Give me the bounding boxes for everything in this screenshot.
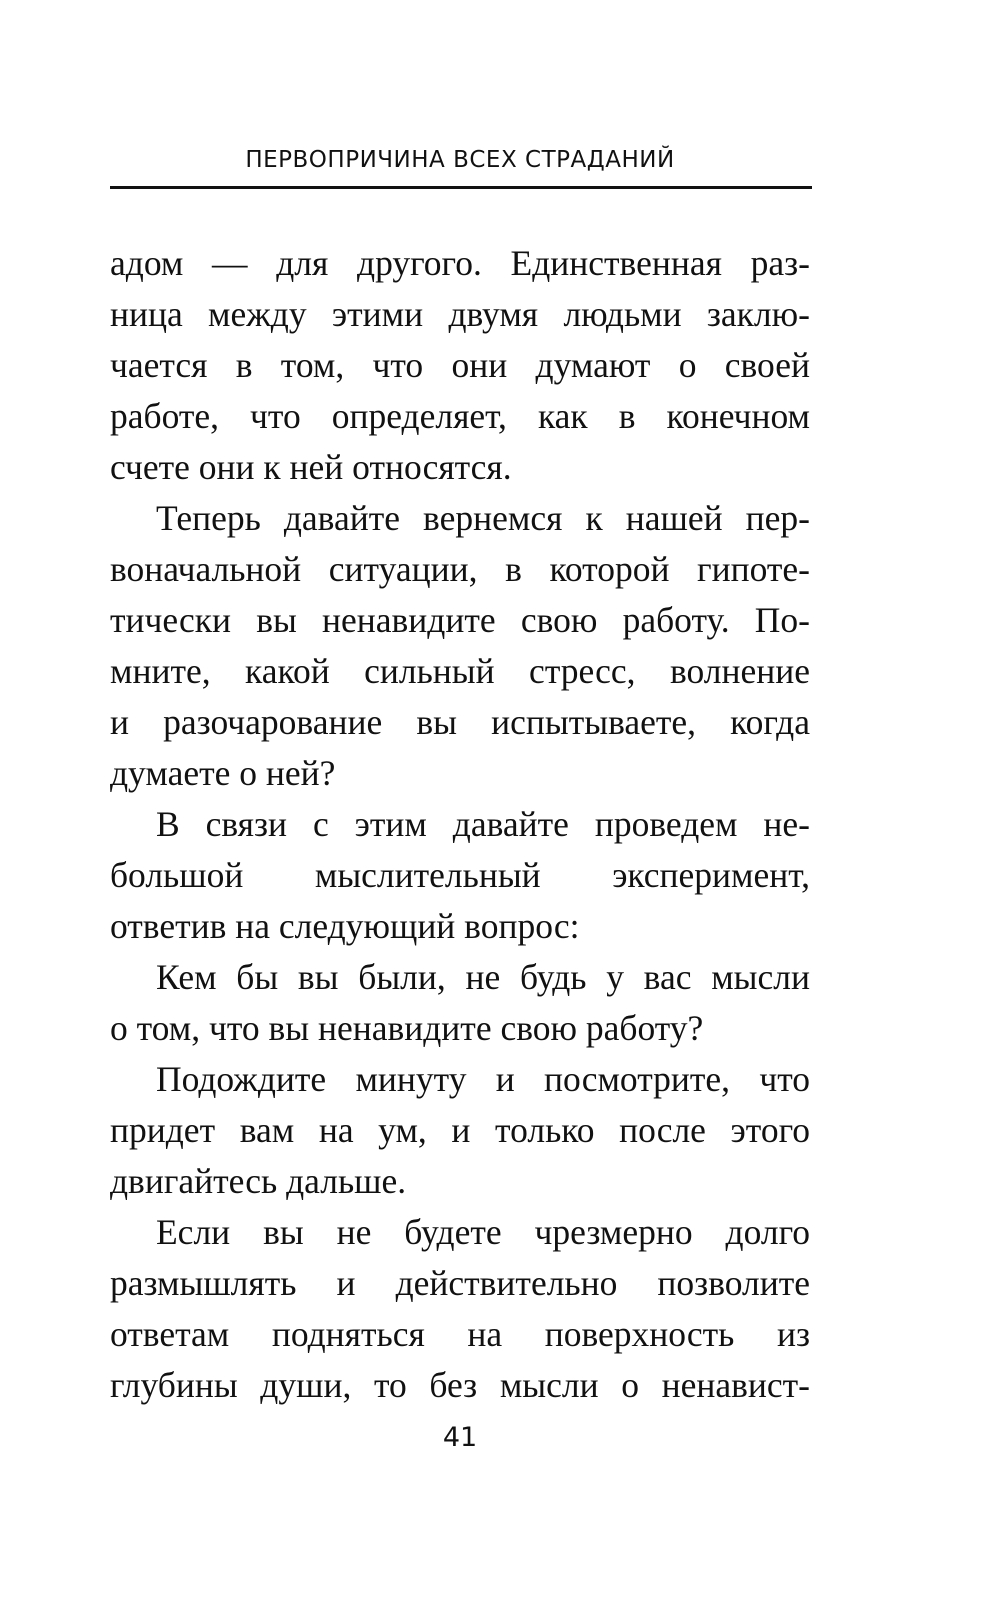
text-line: придет вам на ум, и только после этого xyxy=(110,1110,810,1150)
body-text xyxy=(110,238,810,1411)
text-line: ница между этими двумя людьми заклю- xyxy=(110,294,810,334)
paragraph-1 xyxy=(110,238,810,493)
text-line: размышлять и действительно позволите xyxy=(110,1263,810,1303)
text-line: думаете о ней? xyxy=(110,753,336,793)
header-rule xyxy=(110,186,812,189)
text-line: воначальной ситуации, в которой гипоте- xyxy=(110,549,810,589)
text-line: двигайтесь дальше. xyxy=(110,1161,407,1201)
text-line: глубины души, то без мысли о ненавист- xyxy=(110,1365,810,1405)
text-line: ответив на следующий вопрос: xyxy=(110,906,580,946)
text-line: счете они к ней относятся. xyxy=(110,447,512,487)
text-line: адом — для другого. Единственная раз- xyxy=(110,243,810,283)
text-line: Подождите минуту и посмотрите, что xyxy=(156,1059,810,1099)
paragraph-4 xyxy=(110,952,810,1054)
text-line: Кем бы вы были, не будь у вас мысли xyxy=(156,957,810,997)
text-line: Если вы не будете чрезмерно долго xyxy=(156,1212,810,1252)
page-number: 41 xyxy=(442,1422,478,1453)
paragraph-5 xyxy=(110,1054,810,1207)
running-head: ПЕРВОПРИЧИНА ВСЕХ СТРАДАНИЙ xyxy=(245,147,675,173)
text-line: и разочарование вы испытываете, когда xyxy=(110,702,810,742)
paragraph-2 xyxy=(110,493,810,799)
text-line: чается в том, что они думают о своей xyxy=(110,345,810,385)
paragraph-6 xyxy=(110,1207,810,1411)
text-line: Теперь давайте вернемся к нашей пер- xyxy=(156,498,810,538)
paragraph-3 xyxy=(110,799,810,952)
text-line: ответам подняться на поверхность из xyxy=(110,1314,810,1354)
text-line: тически вы ненавидите свою работу. По- xyxy=(110,600,810,640)
text-line: В связи с этим давайте проведем не- xyxy=(156,804,810,844)
text-line: большой мыслительный эксперимент, xyxy=(110,855,810,895)
text-line: работе, что определяет, как в конечном xyxy=(110,396,810,436)
text-line: о том, что вы ненавидите свою работу? xyxy=(110,1008,704,1048)
text-line: мните, какой сильный стресс, волнение xyxy=(110,651,810,691)
